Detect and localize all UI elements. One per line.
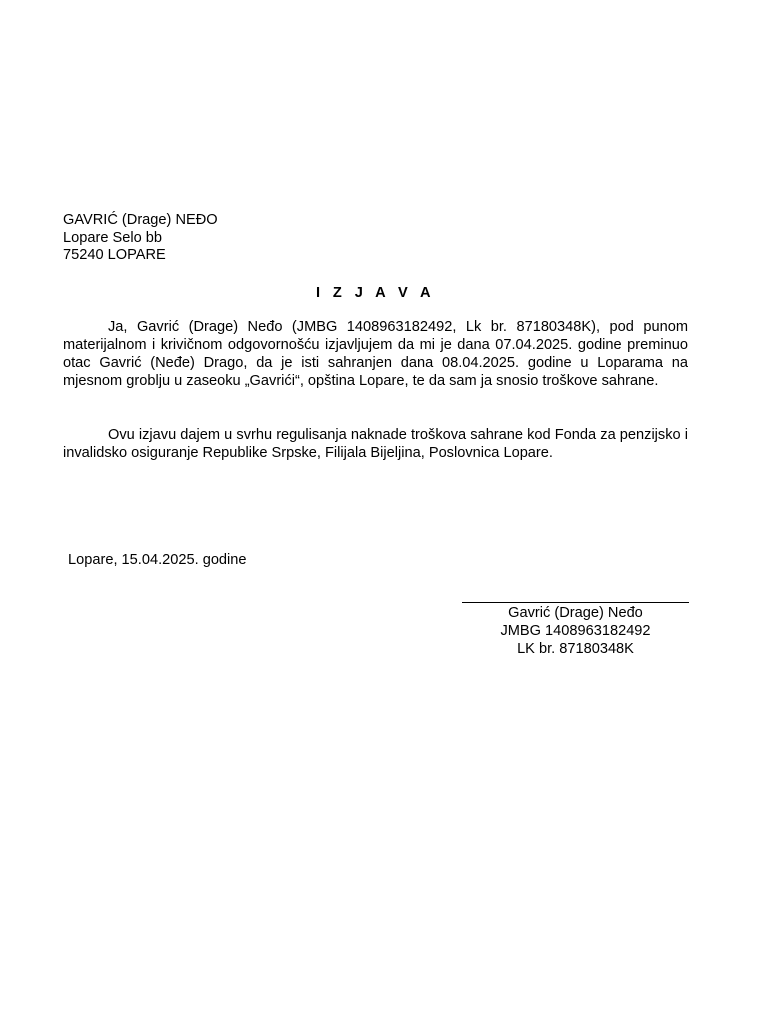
document-title: I Z J A V A <box>316 285 435 301</box>
sender-block <box>63 212 218 265</box>
sender-city: 75240 LOPARE <box>63 247 166 263</box>
sender-address: Lopare Selo bb <box>63 229 162 246</box>
signature-name: Gavrić (Drage) Neđo <box>508 605 643 621</box>
place-and-date: Lopare, 15.04.2025. godine <box>68 552 247 568</box>
statement-paragraph: Ja, Gavrić (Drage) Neđo (JMBG 1408963182492, Lk br. 87180348K), pod punom materijalnom i krivičnom odgovornošću izjavljujem da mi je dana 07.04.2025. godine preminuo otac Gavrić (Neđe) Drago, da je isti sahranjen dana 08.04.2025. godine u Loparama na mjesnom groblju u zaseoku „Gavrići“, opština Lopare, te da sam ja snosio troškove sahrane. <box>63 319 688 389</box>
signature-jmbg: JMBG 1408963182492 <box>500 623 651 639</box>
signature-line <box>462 602 689 603</box>
purpose-paragraph: Ovu izjavu dajem u svrhu regulisanja naknade troškova sahrane kod Fonda za penzijsko i invalidsko osiguranje Republike Srpske, Filijala Bijeljina, Poslovnica Lopare. <box>63 427 688 461</box>
signature-block <box>462 604 689 658</box>
sender-name: GAVRIĆ (Drage) NEĐO <box>63 212 218 228</box>
signature-id-card: LK br. 87180348K <box>517 641 634 657</box>
